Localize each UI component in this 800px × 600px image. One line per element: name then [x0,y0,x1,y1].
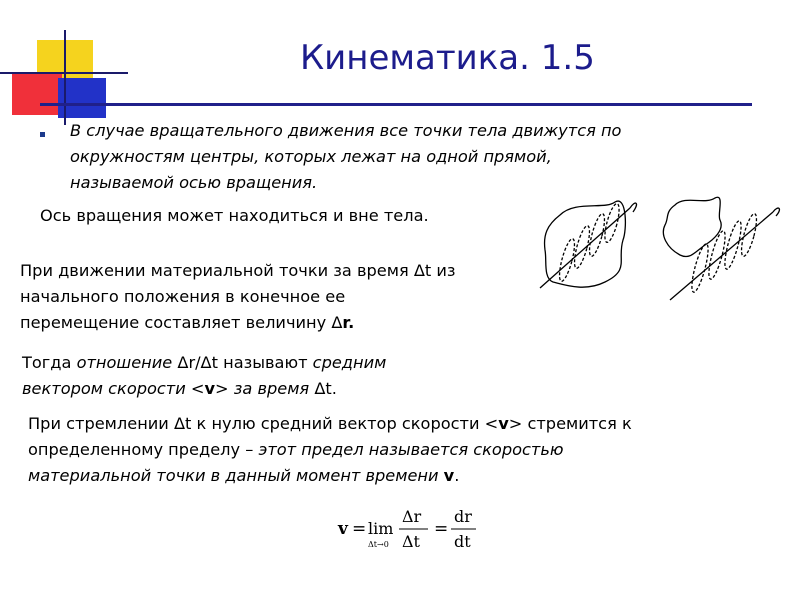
formula-v: v [338,519,348,539]
slide-title: Кинематика. 1.5 [300,38,595,78]
formula-equals-2: = [434,519,449,539]
axis-note: Ось вращения может находиться и вне тела. [40,206,429,225]
limit-line-2: определенному пределу – этот предел называется скоростью [28,440,564,459]
formula-equals-1: = [352,519,367,539]
limit-line-1: При стремлении Δt к нулю средний вектор скорости <v> стремится к [28,414,632,433]
formula-denominator-2: dt [454,532,471,551]
red-square [12,73,62,115]
displacement-line-3: перемещение составляет величину Δr. [20,313,355,332]
formula-numerator-2: dr [454,507,472,526]
displacement-line-2: начального положения в конечное ее [20,287,346,306]
bullet-line-1: В случае вращательного движения все точки тела движутся по [70,121,622,140]
bullet-line-3: называемой осью вращения. [70,173,318,192]
displacement-line-1: При движении материальной точки за время Δt из [20,261,456,280]
formula-denominator-1: Δt [402,532,420,551]
avg-velocity-line-1: Тогда отношение Δr/Δt называют средним [22,353,387,372]
rotation-axis-figures [535,190,785,305]
avg-velocity-line-2: вектором скорости <v> за время Δt. [22,379,337,398]
velocity-formula [336,502,496,562]
body-with-outer-axis [663,197,779,300]
bullet-icon [40,132,45,137]
title-underline [40,103,752,106]
formula-lim-subscript: Δt→0 [368,540,389,549]
bullet-line-2: окружностям центры, которых лежат на одной прямой, [70,147,552,166]
limit-line-3: материальной точки в данный момент времени v. [28,466,460,485]
body-with-inner-axis [540,201,636,288]
formula-numerator-1: Δr [402,507,422,526]
decorative-squares [0,0,130,125]
formula-lim: lim [368,519,394,538]
